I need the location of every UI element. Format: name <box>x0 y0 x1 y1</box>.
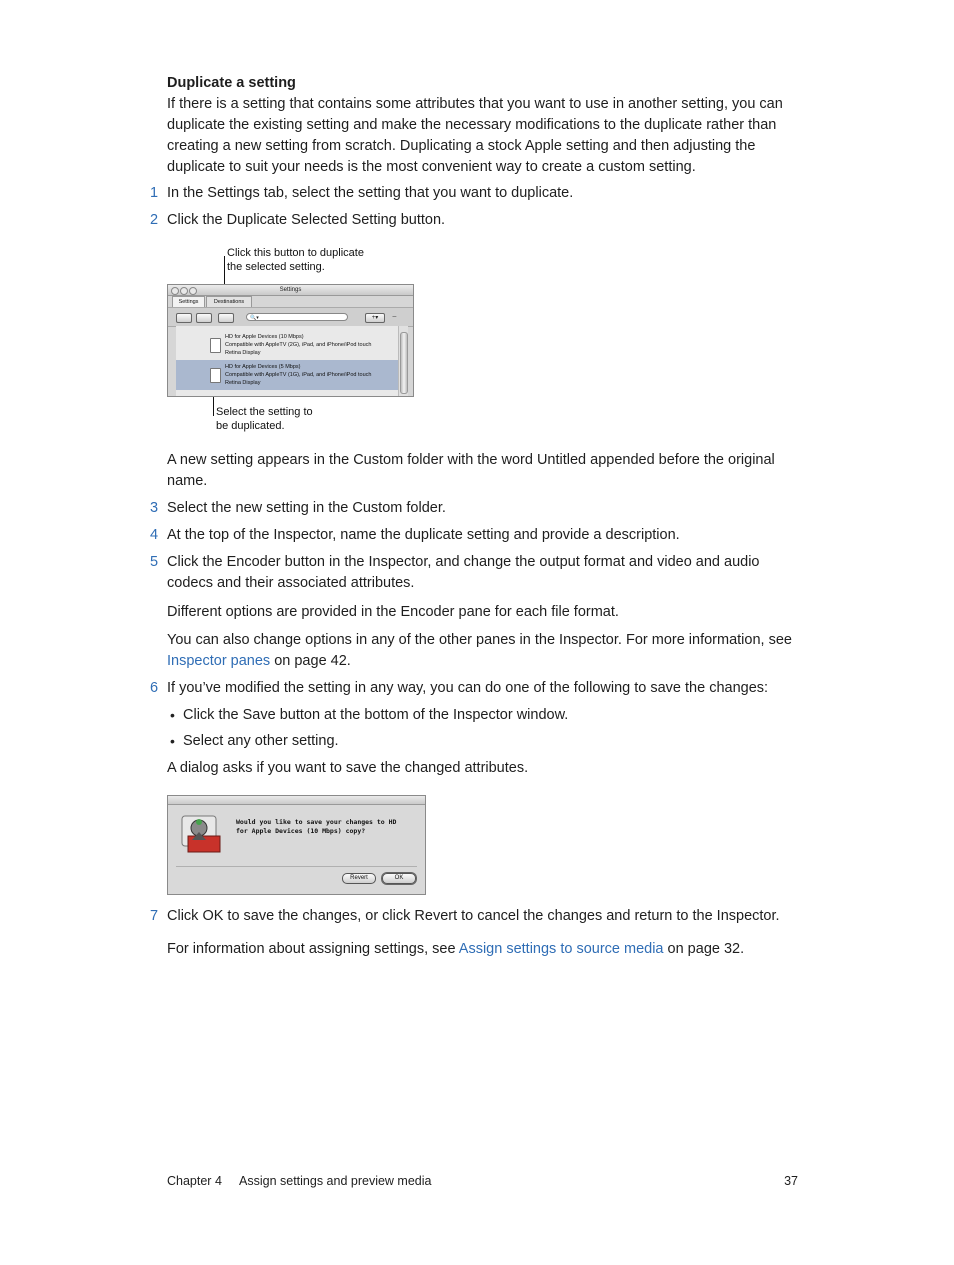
step-number: 2 <box>150 212 159 228</box>
settings-toolbar <box>168 307 413 327</box>
step-number: 6 <box>150 680 159 696</box>
footer-chapter: Chapter 4 <box>167 1174 222 1188</box>
remove-setting-button[interactable]: − <box>392 312 397 321</box>
step-number: 7 <box>150 908 159 924</box>
step-number: 5 <box>150 554 159 570</box>
window-titlebar <box>168 285 413 296</box>
dialog-message: Would you like to save your changes to HD <box>236 818 397 826</box>
step-number: 1 <box>150 185 159 201</box>
footer-chapter-link[interactable]: Assign settings and preview media <box>239 1174 432 1188</box>
step-text: In the Settings tab, select the setting that you want to duplicate. <box>167 185 574 201</box>
step-number: 4 <box>150 527 159 543</box>
step-text: Select the new setting in the Custom folder. <box>167 500 446 516</box>
setting-description: Compatible with AppleTV (1G), iPad, and iPhone/iPod touch <box>225 372 372 378</box>
duplicate-setting-button[interactable] <box>218 313 234 323</box>
settings-list <box>176 326 398 396</box>
paragraph: Different options are provided in the Encoder pane for each file format. <box>167 604 619 620</box>
callout-select-setting: Select the setting to be duplicated. <box>216 406 313 432</box>
tab-settings[interactable]: Settings <box>172 296 205 308</box>
dialog-titlebar <box>168 796 425 805</box>
setting-title: HD for Apple Devices (10 Mbps) <box>225 334 304 340</box>
callout-duplicate-button: Click this button to duplicate the selected setting. <box>227 247 364 273</box>
add-setting-button[interactable]: +▾ <box>365 313 385 323</box>
list-item[interactable] <box>176 330 398 360</box>
paragraph: You can also change options in any of the other panes in the Inspector. For more information, see Inspector panes on page 42. <box>167 632 792 669</box>
step-text: Click the Duplicate Selected Setting button. <box>167 212 446 228</box>
window-title: Settings <box>279 287 302 293</box>
bullet-glyph: • <box>170 733 175 749</box>
page-number: 37 <box>784 1174 798 1188</box>
dialog-message: for Apple Devices (10 Mbps) copy? <box>236 827 366 835</box>
bullet-item: Click the Save button at the bottom of the Inspector window. <box>183 707 569 723</box>
scrollbar-thumb[interactable] <box>400 332 408 394</box>
save-dialog-screenshot <box>167 795 426 895</box>
setting-description: Retina Display <box>225 350 261 356</box>
intro-paragraph: If there is a setting that contains some attributes that you want to use in another setting, you can duplicate the existing setting and make the necessary modifications to the duplicate rather than creating a new setting from scratch. Duplicating a stock Apple setting and then adjusting the duplicate to suit your needs is the most convenient way to create a custom setting. <box>167 96 783 175</box>
setting-description: Retina Display <box>225 380 261 386</box>
new-group-button[interactable] <box>196 313 212 323</box>
search-input[interactable]: 🔍▾ <box>246 313 348 321</box>
settings-window-screenshot <box>167 284 414 397</box>
step-text: Click OK to save the changes, or click Revert to cancel the changes and return to the Inspector. <box>167 908 780 924</box>
setting-title: HD for Apple Devices (5 Mbps) <box>225 364 301 370</box>
inspector-panes-link[interactable]: Inspector panes <box>167 653 271 669</box>
bullet-item: Select any other setting. <box>183 733 339 749</box>
ok-button[interactable]: OK <box>382 873 416 884</box>
section-heading: Duplicate a setting <box>167 75 296 91</box>
new-folder-button[interactable] <box>176 313 192 323</box>
assign-settings-link[interactable]: Assign settings to source media <box>458 941 664 957</box>
compressor-app-icon <box>178 810 224 858</box>
dialog-separator <box>176 866 417 867</box>
tab-destinations[interactable]: Destinations <box>206 296 252 308</box>
step-text: Click the Encoder button in the Inspector, and change the output format and video and audio codecs and their associated attributes. <box>167 554 760 591</box>
setting-description: Compatible with AppleTV (2G), iPad, and iPhone/iPod touch <box>225 342 372 348</box>
step-text: At the top of the Inspector, name the duplicate setting and provide a description. <box>167 527 680 543</box>
revert-button[interactable]: Revert <box>342 873 376 884</box>
list-scrollbar[interactable] <box>398 326 408 396</box>
step-text: If you’ve modified the setting in any way, you can do one of the following to save the changes: <box>167 680 769 696</box>
step-number: 3 <box>150 500 159 516</box>
paragraph: A dialog asks if you want to save the changed attributes. <box>167 760 529 776</box>
closing-paragraph: For information about assigning settings, see Assign settings to source media on page 32. <box>167 941 745 957</box>
setting-icon <box>210 338 221 353</box>
setting-icon <box>210 368 221 383</box>
list-item-selected[interactable] <box>176 360 398 390</box>
bullet-glyph: • <box>170 707 175 723</box>
paragraph: A new setting appears in the Custom folder with the word Untitled appended before the original name. <box>167 452 775 489</box>
